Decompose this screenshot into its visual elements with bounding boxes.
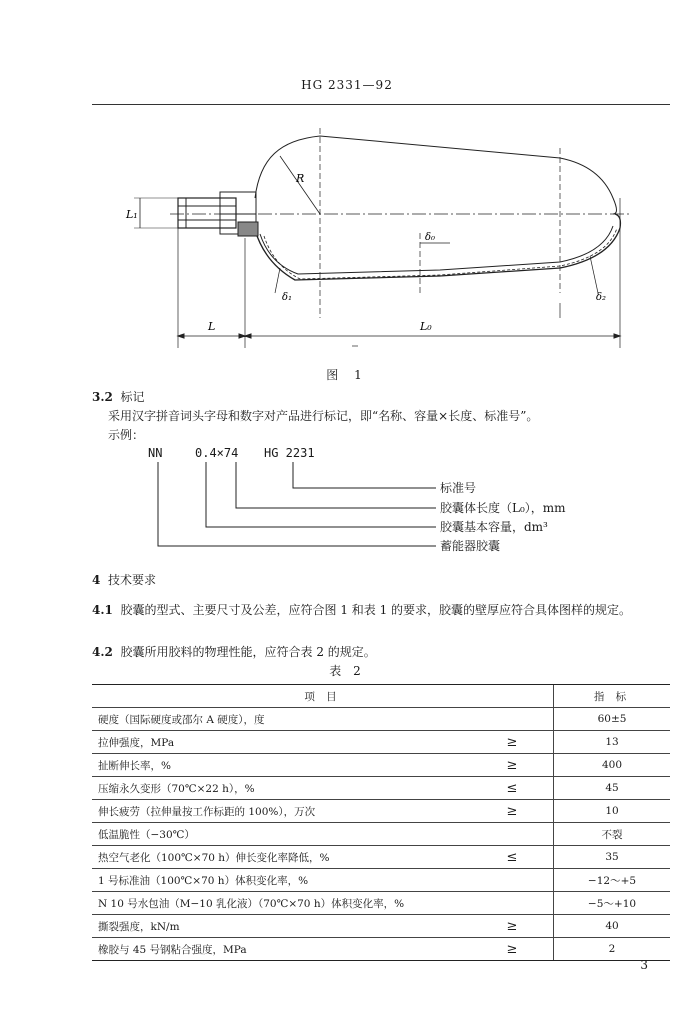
row-item: 硬度（国际硬度或邵尔 A 硬度），度 — [92, 708, 471, 731]
row-value: 60±5 — [554, 708, 671, 731]
row-item: 压缩永久变形（70℃×22 h），% — [92, 777, 471, 800]
marking-size-code: 0.4×74 — [195, 446, 239, 460]
label-delta0: δ₀ — [425, 232, 436, 243]
clause-4-1-text: 胶囊的型式、主要尺寸及公差，应符合图 1 和表 1 的要求，胶囊的壁厚应符合具体图样的规定。 — [120, 603, 632, 617]
section-3-2-title: 标记 — [120, 390, 145, 404]
table-row — [92, 938, 670, 961]
clause-4-2-number: 4.2 — [92, 645, 113, 659]
marking-standard-code: HG 2231 — [264, 446, 315, 460]
row-value: 2 — [554, 938, 671, 961]
marking-callout-lines — [140, 462, 440, 562]
section-3-2-heading — [92, 388, 145, 406]
label-delta1: δ₁ — [282, 292, 293, 303]
row-operator — [471, 892, 554, 915]
table-header-row — [92, 685, 670, 708]
table-row — [92, 731, 670, 754]
label-L0: L₀ — [420, 320, 432, 333]
section-3-2-paragraph: 采用汉字拼音词头字母和数字对产品进行标记，即“名称、容量×长度、标准号”。 — [108, 409, 539, 423]
header-value: 指 标 — [554, 685, 671, 708]
row-operator — [471, 823, 554, 846]
clause-4-1 — [92, 600, 676, 621]
table-row — [92, 823, 670, 846]
clause-4-2-text: 胶囊所用胶料的物理性能，应符合表 2 的规定。 — [120, 645, 376, 659]
table-row — [92, 800, 670, 823]
row-item: 1 号标准油（100℃×70 h）体积变化率，% — [92, 869, 471, 892]
row-value: 40 — [554, 915, 671, 938]
row-operator: ≥ — [471, 800, 554, 823]
header-rule — [92, 104, 670, 105]
table-row — [92, 777, 670, 800]
row-value: −12～+5 — [554, 869, 671, 892]
callout-accumulator-bladder: 蓄能器胶囊 — [440, 539, 501, 553]
label-L: L — [208, 320, 216, 333]
row-operator: ≥ — [471, 754, 554, 777]
row-value: 不裂 — [554, 823, 671, 846]
row-value: 10 — [554, 800, 671, 823]
table-row — [92, 915, 670, 938]
row-value: 400 — [554, 754, 671, 777]
row-item: N 10 号水包油（M−10 乳化液）（70℃×70 h）体积变化率，% — [92, 892, 471, 915]
table-row — [92, 708, 670, 731]
table-row — [92, 892, 670, 915]
row-value: 35 — [554, 846, 671, 869]
row-operator: ≤ — [471, 777, 554, 800]
section-3-2-number: 3.2 — [92, 390, 113, 404]
clause-4-1-number: 4.1 — [92, 603, 113, 617]
row-operator: ≥ — [471, 938, 554, 961]
row-operator — [471, 708, 554, 731]
figure-1-caption: 图 1 — [326, 368, 368, 382]
section-4-title: 技术要求 — [108, 573, 157, 587]
section-4-number: 4 — [92, 573, 101, 587]
callout-bladder-length: 胶囊体长度（L₀），mm — [440, 501, 566, 515]
row-item: 橡胶与 45 号钢粘合强度，MPa — [92, 938, 471, 961]
table-2 — [92, 684, 670, 961]
table-row — [92, 754, 670, 777]
figure-1-bladder-drawing — [120, 118, 640, 358]
row-operator: ≥ — [471, 731, 554, 754]
label-L1: L₁ — [126, 208, 138, 221]
example-label: 示例： — [108, 428, 145, 442]
row-item: 热空气老化（100℃×70 h）伸长变化率降低，% — [92, 846, 471, 869]
section-4-heading — [92, 571, 156, 589]
table-2-title: 表 2 — [329, 664, 365, 678]
row-value: 45 — [554, 777, 671, 800]
table-row — [92, 869, 670, 892]
header-item: 项 目 — [92, 685, 554, 708]
label-R: R — [296, 172, 305, 185]
callout-standard-number: 标准号 — [440, 481, 477, 495]
row-value: −5～+10 — [554, 892, 671, 915]
row-value: 13 — [554, 731, 671, 754]
marking-name-code: NN — [148, 446, 163, 460]
row-item: 拉伸强度，MPa — [92, 731, 471, 754]
row-operator — [471, 869, 554, 892]
label-delta2: δ₂ — [596, 292, 607, 303]
row-item: 伸长疲劳（拉伸量按工作标距的 100%），万次 — [92, 800, 471, 823]
standard-number-header: HG 2331—92 — [301, 78, 393, 92]
clause-4-2 — [92, 642, 676, 663]
row-item: 扯断伸长率，% — [92, 754, 471, 777]
row-operator: ≤ — [471, 846, 554, 869]
row-item: 撕裂强度，kN/m — [92, 915, 471, 938]
row-operator: ≥ — [471, 915, 554, 938]
table-row — [92, 846, 670, 869]
row-item: 低温脆性（−30℃） — [92, 823, 471, 846]
page-number: 3 — [640, 958, 648, 972]
callout-bladder-capacity: 胶囊基本容量，dm³ — [440, 520, 548, 534]
